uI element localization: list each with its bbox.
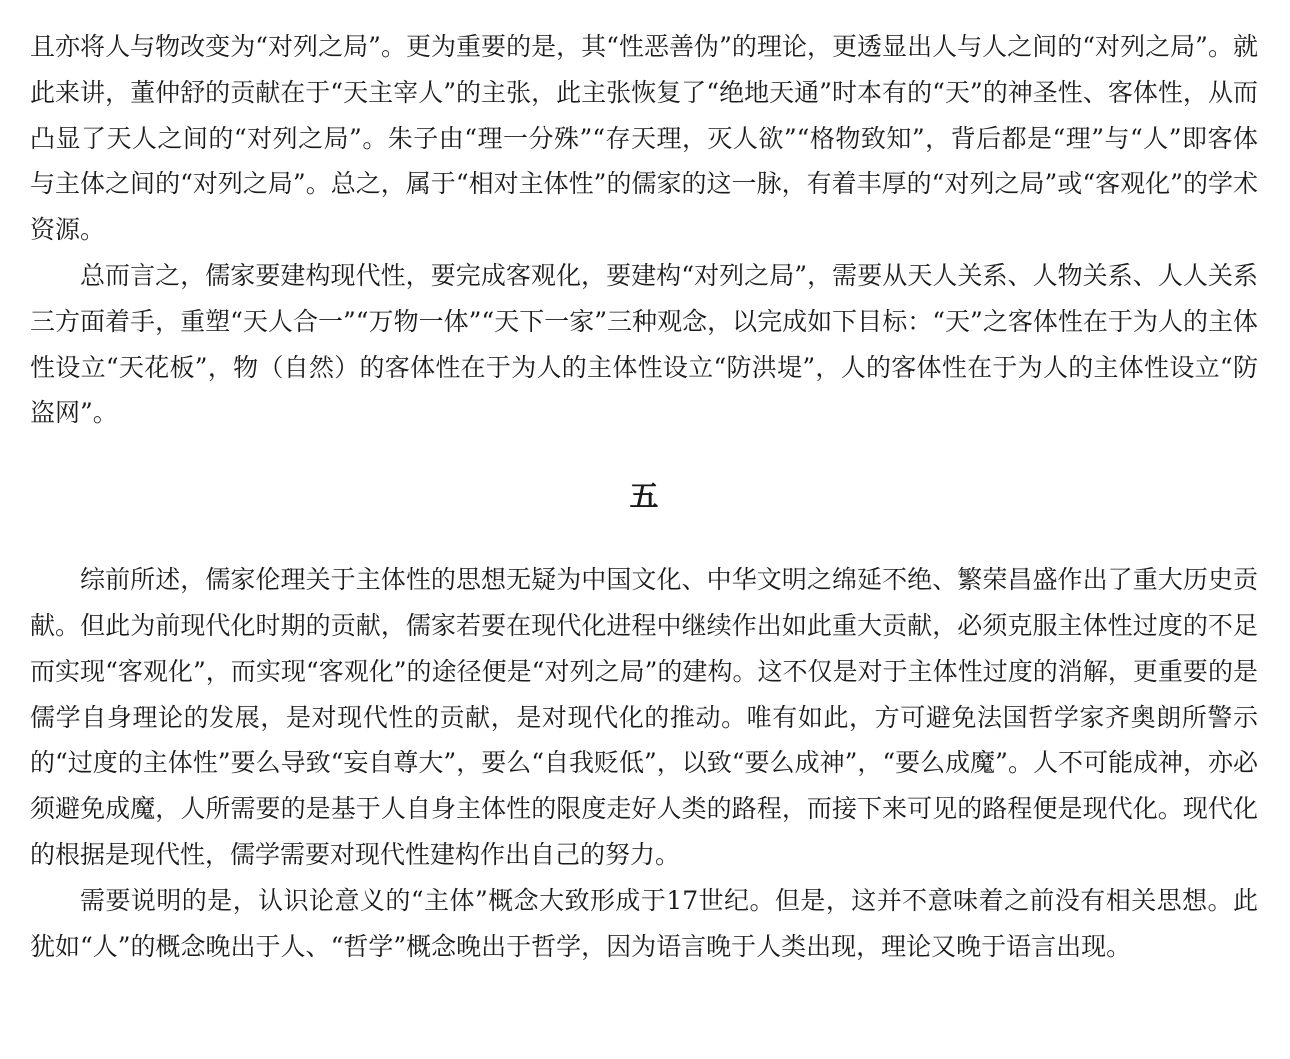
paragraph-continuation: 且亦将人与物改变为“对列之局”。更为重要的是，其“性恶善伪”的理论，更透显出人与人之间的“对列之局”。就此来讲，董仲舒的贡献在于“天主宰人”的主张，此主张恢复了“绝地天通”时本有的“天”的神圣性、客体性，从而凸显了天人之间的“对列之局”。朱子由“理一分殊”“存天理，灭人欲”“格物致知”，背后都是“理”与“人”即客体与主体之间的“对列之局”。总之，属于“相对主体性”的儒家的这一脉，有着丰厚的“对列之局”或“客观化”的学术资源。	[30, 32, 1258, 245]
paragraph-conclusion: 综前所述，儒家伦理关于主体性的思想无疑为中国文化、中华文明之绵延不绝、繁荣昌盛作出了重大历史贡献。但此为前现代化时期的贡献，儒家若要在现代化进程中继续作出如此重大贡献，必须克服主体性过度的不足而实现“客观化”，而实现“客观化”的途径便是“对列之局”的建构。这不仅是对于主体性过度的消解，更重要的是儒学自身理论的发展，是对现代性的贡献，是对现代化的推动。唯有如此，方可避免法国哲学家齐奥朗所警示的“过度的主体性”要么导致“妄自尊大”，要么“自我贬低”，以致“要么成神”，“要么成魔”。人不可能成神，亦必须避免成魔，人所需要的是基于人自身主体性的限度走好人类的路程，而接下来可见的路程便是现代化。现代化的根据是现代性，儒学需要对现代性建构作出自己的努力。	[30, 565, 1258, 869]
paragraph-note: 需要说明的是，认识论意义的“主体”概念大致形成于17世纪。但是，这并不意味着之前没有相关思想。此犹如“人”的概念晚出于人、“哲学”概念晚出于哲学，因为语言晚于人类出现，理论又晚于语言出现。	[30, 885, 1258, 961]
section-heading: 五	[629, 479, 659, 514]
document-page	[30, 24, 1258, 969]
paragraph-summary: 总而言之，儒家要建构现代性，要完成客观化，要建构“对列之局”，需要从天人关系、人物关系、人人关系三方面着手，重塑“天人合一”“万物一体”“天下一家”三种观念，以完成如下目标：“天”之客体性在于为人的主体性设立“天花板”，物（自然）的客体性在于为人的主体性设立“防洪堤”，人的客体性在于为人的主体性设立“防盗网”。	[30, 260, 1258, 428]
